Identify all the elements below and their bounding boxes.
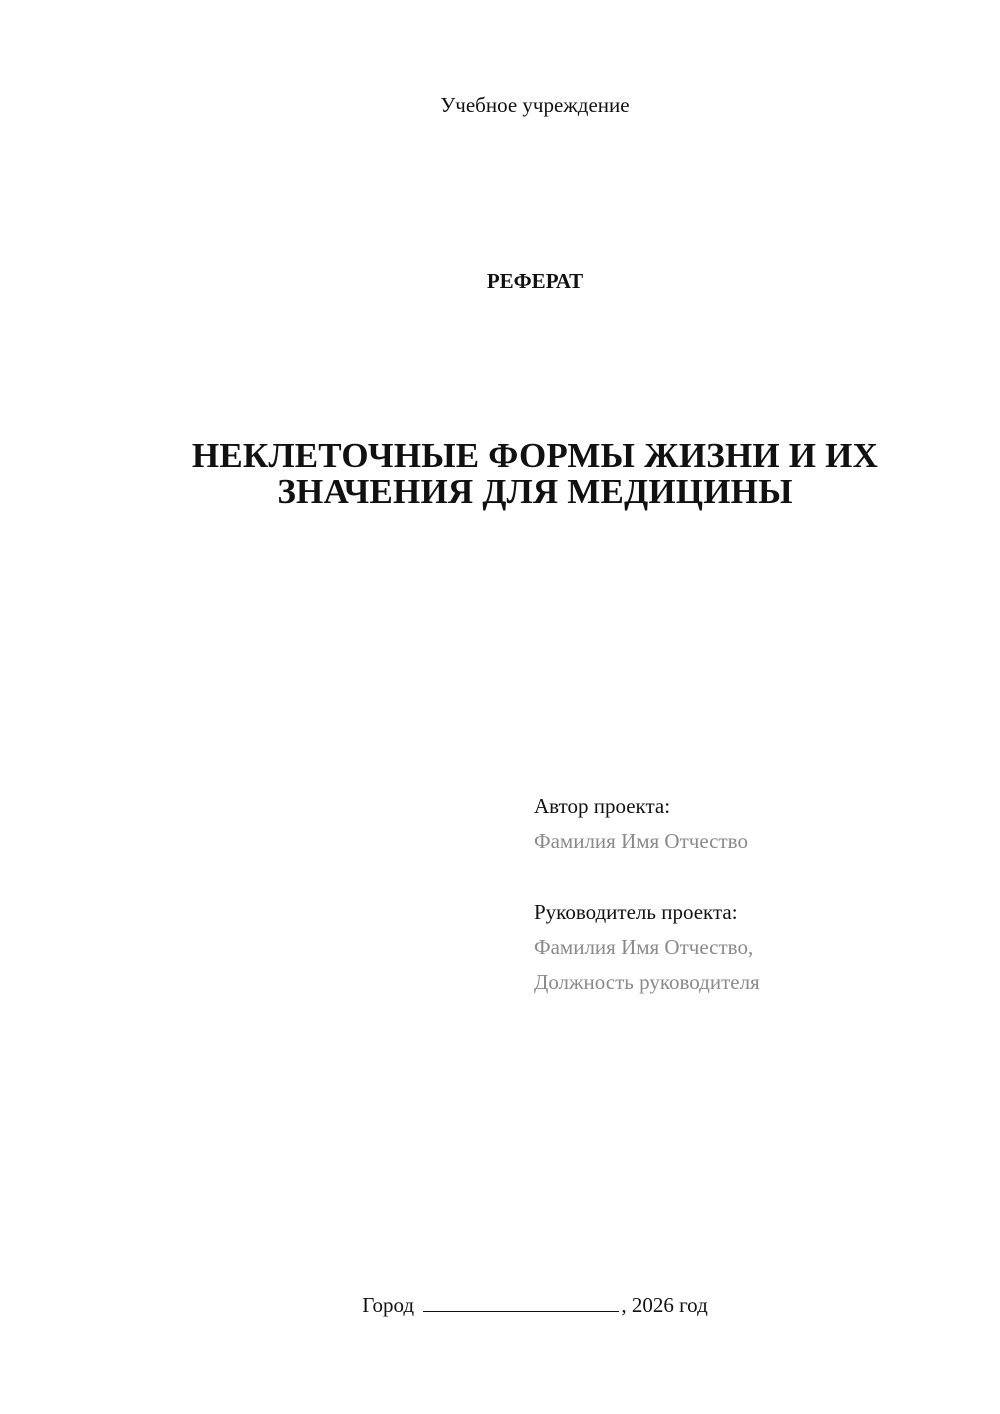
footer-city-year	[72, 1292, 998, 1318]
year-text: , 2026 год	[621, 1293, 708, 1317]
supervisor-label: Руководитель проекта:	[534, 900, 738, 924]
document-title-line-1: НЕКЛЕТОЧНЫЕ ФОРМЫ ЖИЗНИ И ИХ	[191, 436, 879, 475]
authors-spacer	[534, 859, 974, 895]
author-name-placeholder: Фамилия Имя Отчество	[534, 829, 748, 853]
supervisor-position-placeholder: Должность руководителя	[534, 970, 760, 994]
city-label: Город	[362, 1293, 415, 1317]
city-blank-line	[423, 1310, 619, 1312]
document-title-line-2: ЗНАЧЕНИЯ ДЛЯ МЕДИЦИНЫ	[277, 472, 793, 511]
author-label: Автор проекта:	[534, 794, 671, 818]
document-type: РЕФЕРАТ	[486, 269, 584, 293]
supervisor-name-placeholder: Фамилия Имя Отчество,	[534, 935, 754, 959]
institution-name: Учебное учреждение	[440, 93, 630, 117]
document-title	[72, 438, 998, 510]
authors-block	[534, 789, 974, 1000]
